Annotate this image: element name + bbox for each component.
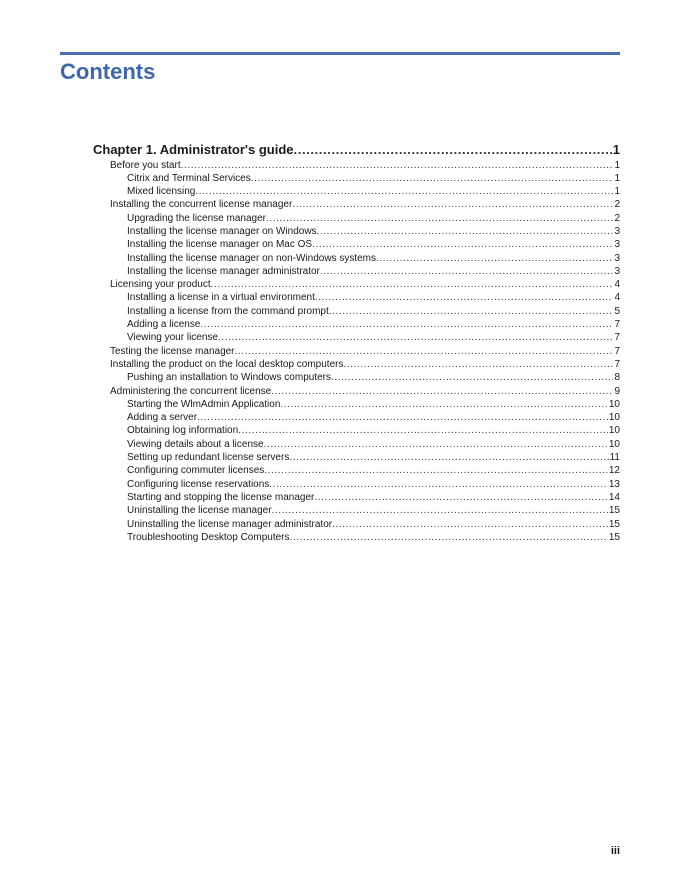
toc-dot-leader xyxy=(332,518,608,531)
toc-entry[interactable] xyxy=(93,252,620,265)
toc-entry-title: Citrix and Terminal Services xyxy=(127,172,251,184)
toc-dot-leader xyxy=(376,252,613,265)
toc-entry-title: Configuring license reservations xyxy=(127,478,270,490)
toc-entry[interactable] xyxy=(93,291,620,304)
toc-entry-page: 1 xyxy=(614,186,620,198)
toc-entry-title: Setting up redundant license servers xyxy=(127,452,290,464)
toc-entry-page: 7 xyxy=(614,345,620,357)
toc-entry-title: Uninstalling the license manager administrator xyxy=(127,518,333,530)
toc-dot-leader xyxy=(238,424,608,437)
toc-entry-title: Starting and stopping the license manager xyxy=(127,491,315,503)
toc-entry-page: 7 xyxy=(614,332,620,344)
toc-entry[interactable] xyxy=(93,318,620,331)
toc-entry[interactable] xyxy=(93,305,620,318)
table-of-contents xyxy=(93,142,620,544)
toc-dot-leader xyxy=(269,478,608,491)
toc-entry-title: Installing the product on the local desktop computers xyxy=(110,358,344,370)
toc-entry-title: Adding a server xyxy=(127,412,198,424)
toc-dot-leader xyxy=(195,185,613,198)
toc-entry-title: Installing the license manager on non-Windows systems xyxy=(127,252,377,264)
toc-entry-title: Installing the license manager administrator xyxy=(127,265,320,277)
toc-entry-title: Testing the license manager xyxy=(110,345,235,357)
toc-dot-leader xyxy=(266,212,613,225)
toc-dot-leader xyxy=(315,291,614,304)
toc-entry-page: 9 xyxy=(614,385,620,397)
toc-dot-leader xyxy=(251,172,614,185)
toc-entry-title: Installing a license in a virtual environment xyxy=(127,292,315,304)
toc-entry-page: 15 xyxy=(608,505,620,517)
toc-dot-leader xyxy=(280,398,607,411)
toc-entry-page: 2 xyxy=(614,199,620,211)
toc-dot-leader xyxy=(312,238,613,251)
toc-entry[interactable] xyxy=(93,464,620,477)
toc-entry[interactable] xyxy=(93,185,620,198)
toc-entry-page: 15 xyxy=(608,531,620,543)
toc-entry[interactable] xyxy=(93,504,620,517)
toc-entry-title: Obtaining log information xyxy=(127,425,239,437)
toc-dot-leader xyxy=(197,411,608,424)
toc-entry[interactable] xyxy=(93,451,620,464)
toc-chapter-entry[interactable] xyxy=(93,142,620,158)
toc-entry-title: Installing the license manager on Mac OS xyxy=(127,239,313,251)
toc-entry-page: 8 xyxy=(614,372,620,384)
toc-dot-leader xyxy=(290,531,608,544)
toc-dot-leader xyxy=(264,464,608,477)
toc-entry[interactable] xyxy=(93,265,620,278)
toc-entry[interactable] xyxy=(93,331,620,344)
toc-dot-leader xyxy=(320,265,614,278)
toc-dot-leader xyxy=(264,438,608,451)
toc-dot-leader xyxy=(181,159,614,172)
toc-entry[interactable] xyxy=(93,358,620,371)
toc-entry[interactable] xyxy=(93,345,620,358)
toc-entry[interactable] xyxy=(93,159,620,172)
toc-entry-title: Installing the concurrent license manager xyxy=(110,199,293,211)
toc-entry-page: 10 xyxy=(608,412,620,424)
toc-entry-page: 7 xyxy=(614,319,620,331)
page-number: iii xyxy=(610,845,620,857)
toc-dot-leader xyxy=(331,371,613,384)
toc-entry[interactable] xyxy=(93,438,620,451)
toc-dot-leader xyxy=(292,198,613,211)
toc-entry[interactable] xyxy=(93,491,620,504)
toc-entry-page: 1 xyxy=(612,142,620,157)
toc-entry[interactable] xyxy=(93,398,620,411)
toc-entry-title: Troubleshooting Desktop Computers xyxy=(127,531,290,543)
toc-entry[interactable] xyxy=(93,411,620,424)
toc-entry[interactable] xyxy=(93,172,620,185)
toc-dot-leader xyxy=(294,142,612,158)
toc-entry[interactable] xyxy=(93,478,620,491)
toc-dot-leader xyxy=(271,385,613,398)
toc-entry-title: Adding a license xyxy=(127,319,201,331)
toc-entry-page: 1 xyxy=(614,159,620,171)
header-rule xyxy=(60,52,620,55)
toc-entry-page: 3 xyxy=(614,225,620,237)
toc-entry-page: 13 xyxy=(608,478,620,490)
page-title: Contents xyxy=(60,59,156,84)
toc-dot-leader xyxy=(289,451,608,464)
toc-entry[interactable] xyxy=(93,518,620,531)
toc-entry-page: 3 xyxy=(614,265,620,277)
toc-entry[interactable] xyxy=(93,238,620,251)
toc-dot-leader xyxy=(317,225,614,238)
toc-entry-title: Installing a license from the command prompt xyxy=(127,305,329,317)
toc-dot-leader xyxy=(329,305,614,318)
toc-entry-page: 15 xyxy=(608,518,620,530)
toc-dot-leader xyxy=(314,491,608,504)
toc-entry-title: Upgrading the license manager xyxy=(127,212,266,224)
toc-entry-page: 10 xyxy=(608,425,620,437)
toc-entry-title: Installing the license manager on Windows xyxy=(127,225,317,237)
toc-entry-title: Administering the concurrent license xyxy=(110,385,272,397)
toc-entry-title: Viewing details about a license xyxy=(127,438,264,450)
toc-entry-page: 14 xyxy=(608,491,620,503)
toc-entry[interactable] xyxy=(93,424,620,437)
toc-entry-page: 11 xyxy=(609,452,620,464)
toc-entry-page: 10 xyxy=(608,398,620,410)
toc-entry-page: 10 xyxy=(608,438,620,450)
toc-entry-page: 5 xyxy=(614,305,620,317)
toc-dot-leader xyxy=(272,504,608,517)
toc-entry[interactable] xyxy=(93,225,620,238)
toc-entry-page: 12 xyxy=(608,465,620,477)
toc-entry-page: 7 xyxy=(614,358,620,370)
toc-entry[interactable] xyxy=(93,531,620,544)
toc-dot-leader xyxy=(200,318,613,331)
toc-entry[interactable] xyxy=(93,198,620,211)
toc-entry-title: Starting the WlmAdmin Application xyxy=(127,398,281,410)
toc-entry[interactable] xyxy=(93,212,620,225)
toc-dot-leader xyxy=(211,278,614,291)
toc-entry-title: Licensing your product xyxy=(110,279,211,291)
toc-entry-title: Before you start xyxy=(110,159,181,171)
toc-entry-title: Mixed licensing xyxy=(127,186,196,198)
toc-dot-leader xyxy=(235,345,614,358)
toc-entry-page: 3 xyxy=(614,252,620,264)
toc-entry[interactable] xyxy=(93,371,620,384)
toc-entry-page: 4 xyxy=(614,292,620,304)
toc-entries xyxy=(93,159,620,545)
toc-entry-page: 1 xyxy=(614,172,620,184)
toc-entry-title: Uninstalling the license manager xyxy=(127,505,272,517)
toc-entry-title: Chapter 1. Administrator's guide xyxy=(93,142,294,157)
toc-entry[interactable] xyxy=(93,385,620,398)
toc-entry-title: Configuring commuter licenses xyxy=(127,465,265,477)
toc-entry-page: 3 xyxy=(614,239,620,251)
toc-entry-title: Pushing an installation to Windows computers xyxy=(127,372,331,384)
toc-entry-page: 4 xyxy=(614,279,620,291)
toc-entry[interactable] xyxy=(93,278,620,291)
toc-entry-title: Viewing your license xyxy=(127,332,218,344)
toc-dot-leader xyxy=(343,358,613,371)
toc-entry-page: 2 xyxy=(614,212,620,224)
toc-dot-leader xyxy=(218,331,613,344)
